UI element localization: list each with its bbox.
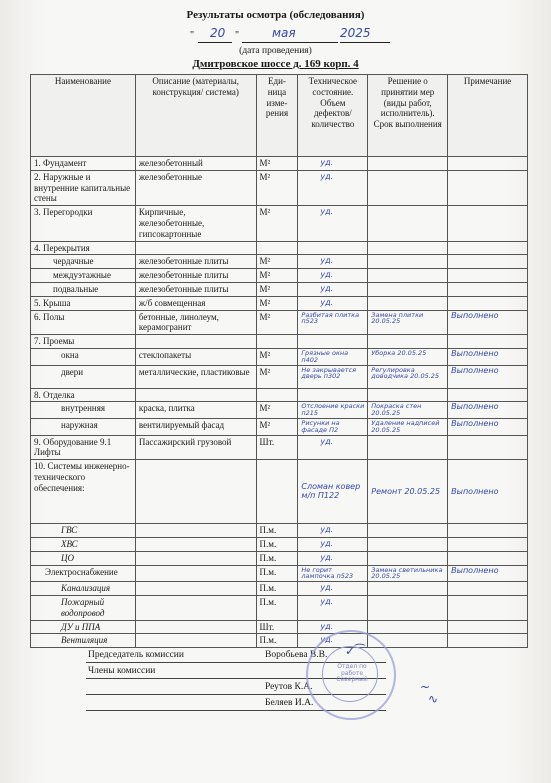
table-row xyxy=(31,582,528,596)
col-header-description: Описание (материалы, конструкция/ система) xyxy=(135,75,256,157)
row-name: 9. Оборудование 9.1 Лифты xyxy=(31,435,136,460)
row-name: 7. Проемы xyxy=(31,335,136,349)
row-condition: уд. xyxy=(298,634,368,648)
table-row xyxy=(31,365,528,388)
row-description xyxy=(135,596,256,621)
row-description: краска, плитка xyxy=(135,402,256,419)
row-unit: М² xyxy=(256,365,298,388)
row-description: ж/б совмещенная xyxy=(135,296,256,310)
row-note xyxy=(448,269,528,283)
row-note xyxy=(448,551,528,565)
row-note: Выполнено xyxy=(448,402,528,419)
date-day: 20 xyxy=(210,26,226,40)
row-unit: М² xyxy=(256,296,298,310)
row-unit: Шт. xyxy=(256,620,298,634)
row-condition: Грязные окна п402 xyxy=(298,348,368,365)
table-row xyxy=(31,435,528,460)
row-decision xyxy=(368,596,448,621)
row-unit: М² xyxy=(256,310,298,335)
row-description: металлические, пластиковые xyxy=(135,365,256,388)
row-description xyxy=(135,565,256,582)
row-note xyxy=(448,634,528,648)
table-row xyxy=(31,157,528,171)
row-name: 5. Крыша xyxy=(31,296,136,310)
row-condition xyxy=(298,335,368,349)
row-unit: М² xyxy=(256,269,298,283)
table-row xyxy=(31,524,528,538)
row-description xyxy=(135,335,256,349)
row-condition: уд. xyxy=(298,538,368,552)
row-decision xyxy=(368,206,448,241)
table-row xyxy=(31,170,528,205)
row-name: чердачные xyxy=(31,255,136,269)
col-header-unit: Еди-ница изме-рения xyxy=(256,75,298,157)
row-condition: Разбитая плитка п523 xyxy=(298,310,368,335)
chairman-name: Воробьева В.В. xyxy=(265,650,328,660)
row-decision xyxy=(368,170,448,205)
member-1-name: Реутов К.А. xyxy=(265,682,313,692)
table-row xyxy=(31,282,528,296)
row-decision xyxy=(368,582,448,596)
stamp-text: Отдел по работе Северный xyxy=(336,663,368,684)
row-description xyxy=(135,538,256,552)
row-note xyxy=(448,206,528,241)
member-1-signature: ~ xyxy=(420,680,431,694)
row-name: подвальные xyxy=(31,282,136,296)
table-row xyxy=(31,388,528,402)
col-header-note: Примечание xyxy=(448,75,528,157)
row-name: окна xyxy=(31,348,136,365)
table-row xyxy=(31,255,528,269)
table-row xyxy=(31,460,528,524)
row-description: железобетонные плиты xyxy=(135,282,256,296)
row-note: Выполнено xyxy=(448,310,528,335)
row-name: ДУ и ППА xyxy=(31,620,136,634)
row-condition: уд. xyxy=(298,524,368,538)
row-unit: М² xyxy=(256,348,298,365)
row-note xyxy=(448,255,528,269)
row-unit: М² xyxy=(256,419,298,436)
row-decision xyxy=(368,620,448,634)
table-row xyxy=(31,402,528,419)
row-name: 1. Фундамент xyxy=(31,157,136,171)
member-2-signature: ∿ xyxy=(428,692,439,706)
row-name: 8. Отделка xyxy=(31,388,136,402)
row-unit: П.м. xyxy=(256,551,298,565)
row-description: железобетонные xyxy=(135,170,256,205)
members-label: Члены комиссии xyxy=(88,666,156,676)
member-2-name: Беляев И.А. xyxy=(265,698,314,708)
row-name: Канализация xyxy=(31,582,136,596)
row-note xyxy=(448,157,528,171)
row-name: Пожарный водопровод xyxy=(31,596,136,621)
row-note xyxy=(448,296,528,310)
row-decision: Уборка 20.05.25 xyxy=(368,348,448,365)
row-name: наружная xyxy=(31,419,136,436)
row-condition: уд. xyxy=(298,435,368,460)
table-row xyxy=(31,269,528,283)
row-condition: уд. xyxy=(298,255,368,269)
row-condition: уд. xyxy=(298,282,368,296)
row-unit: Шт. xyxy=(256,435,298,460)
row-description xyxy=(135,388,256,402)
row-decision: Регулировка доводчика 20.05.25 xyxy=(368,365,448,388)
chairman-label: Председатель комиссии xyxy=(88,650,184,660)
inspection-table xyxy=(30,74,528,648)
row-unit: П.м. xyxy=(256,538,298,552)
table-row xyxy=(31,241,528,255)
col-header-decision: Решение о принятии мер (виды работ, исполнитель). Срок выполнения xyxy=(368,75,448,157)
building-address: Дмитровское шоссе д. 169 корп. 4 xyxy=(192,58,359,70)
row-condition: Сломан ковер м/п П122 xyxy=(298,460,368,524)
row-condition: уд. xyxy=(298,170,368,205)
row-unit xyxy=(256,460,298,524)
table-row xyxy=(31,538,528,552)
row-decision xyxy=(368,269,448,283)
row-description: Пассажирский грузовой xyxy=(135,435,256,460)
document-page: Результаты осмотра (обследования) " 20 " мая 2025 (дата проведения) Дмитровское шоссе д. 169 корп. 4 Наименование Описание (материалы, конструкция/ система) Еди-ница изме-рения Техническое состояние. Объем дефектов/ количество Решение о принятии мер (виды работ, исполнитель). Срок выполнения Примечание 1. Фундамент железобетонный М² уд. 2. Наружные и внутренние капитальные стены железобетонные М² уд. 3. Перегородки Кирпичные, железобетонные, гипсокартонные М² уд. 4. Перекрытия чердачные железобетонные плиты М² уд. междуэтажные железобетонные плиты М² уд. подвальные железобетонные плиты М² уд. 5. Крыша ж/б совмещенная М² уд. 6. Полы бетонные, линолеум, керамогранит М² Разбитая плитка п523 Замена плитки 20.05.25 Выполнено 7. Проемы окна стеклопакеты М² Грязные окна п402 Уборка 20.05.25 Выполнено двери металлические, пластиковые М² Не закрывается дверь п302 Регулировка доводчика 20.05.25 Выполнено 8. Отделка внутренняя краска, плитка М² Отслоение краски п215 Покраска стен 20.05.25 Выполнено наружная вентилируемый фасад М² Рисунки на фасаде П2 Удаление надписей 20.05.25 Выполнено 9. Оборудование 9.1 Лифты Пассажирский грузовой Шт. уд. 10. Системы инженерно-технического обеспечения: Сломан ковер м/п П122 Ремонт 20.05.25 Выполнено ГВС П.м. уд. ХВС П.м. уд. ЦО П.м. уд. Электроснабжение П.м. Не горит лампочка п523 Замена светильника 20.05.25 Выполнено Канализация П.м. уд. Пожарный водопровод П.м. уд. ДУ и ППА Шт. уд. Вентиляция П.м. уд. Председатель комиссии Воробьева В.В. Члены комиссии Реутов К.А. Беляев И.А. ✓⁀ ~ ∿ Отдел по работе Северный xyxy=(0,0,551,783)
row-unit xyxy=(256,335,298,349)
row-name: ГВС xyxy=(31,524,136,538)
row-note xyxy=(448,620,528,634)
row-description: железобетонные плиты xyxy=(135,255,256,269)
row-condition: Не закрывается дверь п302 xyxy=(298,365,368,388)
row-decision: Покраска стен 20.05.25 xyxy=(368,402,448,419)
row-decision xyxy=(368,551,448,565)
row-decision xyxy=(368,524,448,538)
row-description xyxy=(135,551,256,565)
row-decision xyxy=(368,157,448,171)
table-row xyxy=(31,551,528,565)
row-description: стеклопакеты xyxy=(135,348,256,365)
row-condition: уд. xyxy=(298,157,368,171)
row-name: Вентиляция xyxy=(31,634,136,648)
row-name: внутренняя xyxy=(31,402,136,419)
row-note: Выполнено xyxy=(448,565,528,582)
row-condition: уд. xyxy=(298,596,368,621)
row-description xyxy=(135,620,256,634)
row-note xyxy=(448,241,528,255)
row-decision: Ремонт 20.05.25 xyxy=(368,460,448,524)
row-decision: Удаление надписей 20.05.25 xyxy=(368,419,448,436)
row-unit: М² xyxy=(256,157,298,171)
table-row xyxy=(31,206,528,241)
row-decision xyxy=(368,255,448,269)
row-unit: М² xyxy=(256,206,298,241)
row-description xyxy=(135,241,256,255)
row-decision xyxy=(368,282,448,296)
row-decision xyxy=(368,241,448,255)
row-decision xyxy=(368,296,448,310)
row-description xyxy=(135,524,256,538)
table-row xyxy=(31,565,528,582)
row-unit: П.м. xyxy=(256,524,298,538)
row-note xyxy=(448,582,528,596)
table-row xyxy=(31,620,528,634)
row-condition: Отслоение краски п215 xyxy=(298,402,368,419)
row-description: вентилируемый фасад xyxy=(135,419,256,436)
row-note: Выполнено xyxy=(448,348,528,365)
row-description: железобетонный xyxy=(135,157,256,171)
table-row xyxy=(31,419,528,436)
date-year: 2025 xyxy=(340,26,371,40)
table-row xyxy=(31,335,528,349)
row-name: 10. Системы инженерно-технического обеспечения: xyxy=(31,460,136,524)
row-unit: П.м. xyxy=(256,596,298,621)
row-decision: Замена плитки 20.05.25 xyxy=(368,310,448,335)
row-note xyxy=(448,524,528,538)
table-row xyxy=(31,296,528,310)
table-row xyxy=(31,310,528,335)
row-condition: уд. xyxy=(298,620,368,634)
row-decision: Замена светильника 20.05.25 xyxy=(368,565,448,582)
row-unit: П.м. xyxy=(256,565,298,582)
row-note: Выполнено xyxy=(448,419,528,436)
col-header-name: Наименование xyxy=(31,75,136,157)
row-note xyxy=(448,282,528,296)
row-unit: М² xyxy=(256,255,298,269)
row-decision xyxy=(368,388,448,402)
row-unit xyxy=(256,388,298,402)
chairman-signature: ✓⁀ xyxy=(345,644,365,658)
row-condition: уд. xyxy=(298,551,368,565)
row-description: железобетонные плиты xyxy=(135,269,256,283)
row-condition: Не горит лампочка п523 xyxy=(298,565,368,582)
row-unit: П.м. xyxy=(256,582,298,596)
row-description xyxy=(135,634,256,648)
row-name: двери xyxy=(31,365,136,388)
row-decision xyxy=(368,435,448,460)
table-row xyxy=(31,348,528,365)
row-description xyxy=(135,460,256,524)
row-condition: уд. xyxy=(298,296,368,310)
row-name: 2. Наружные и внутренние капитальные стены xyxy=(31,170,136,205)
row-condition xyxy=(298,241,368,255)
row-name: Электроснабжение xyxy=(31,565,136,582)
document-title: Результаты осмотра (обследования) xyxy=(186,9,365,21)
row-note xyxy=(448,170,528,205)
row-name: 3. Перегородки xyxy=(31,206,136,241)
row-condition xyxy=(298,388,368,402)
row-note: Выполнено xyxy=(448,365,528,388)
row-unit xyxy=(256,241,298,255)
row-name: 4. Перекрытия xyxy=(31,241,136,255)
row-unit: М² xyxy=(256,170,298,205)
row-decision xyxy=(368,538,448,552)
table-row xyxy=(31,596,528,621)
row-name: междуэтажные xyxy=(31,269,136,283)
date-caption: (дата проведения) xyxy=(239,46,312,56)
row-note: Выполнено xyxy=(448,460,528,524)
row-note xyxy=(448,538,528,552)
row-condition: уд. xyxy=(298,582,368,596)
row-description xyxy=(135,582,256,596)
date-month: мая xyxy=(272,26,296,40)
row-description: Кирпичные, железобетонные, гипсокартонные xyxy=(135,206,256,241)
table-row xyxy=(31,634,528,648)
row-note xyxy=(448,388,528,402)
row-note xyxy=(448,335,528,349)
row-description: бетонные, линолеум, керамогранит xyxy=(135,310,256,335)
row-unit: М² xyxy=(256,282,298,296)
row-name: ЦО xyxy=(31,551,136,565)
row-condition: уд. xyxy=(298,206,368,241)
row-note xyxy=(448,435,528,460)
row-condition: уд. xyxy=(298,269,368,283)
row-unit: П.м. xyxy=(256,634,298,648)
row-condition: Рисунки на фасаде П2 xyxy=(298,419,368,436)
row-decision xyxy=(368,335,448,349)
col-header-condition: Техническое состояние. Объем дефектов/ количество xyxy=(298,75,368,157)
row-note xyxy=(448,596,528,621)
row-name: 6. Полы xyxy=(31,310,136,335)
row-unit: М² xyxy=(256,402,298,419)
row-name: ХВС xyxy=(31,538,136,552)
